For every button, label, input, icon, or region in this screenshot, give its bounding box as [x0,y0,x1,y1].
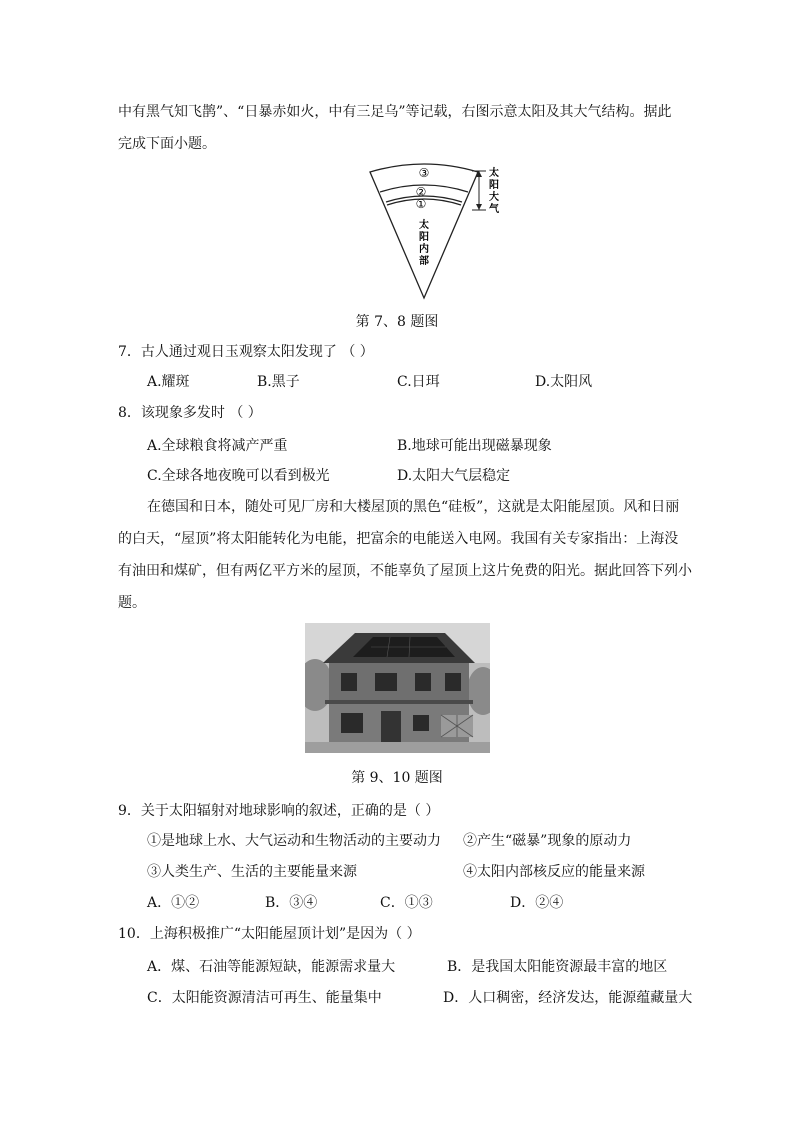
passage2-line-4: 题。 [118,595,146,611]
house-door [381,711,401,742]
layer-label-2: ② [415,185,427,199]
solar-roof-house-photo [305,623,490,753]
q9-option-d: D．②④ [510,895,564,911]
q9-statement-3: ③人类生产、生活的主要能量来源 [147,864,357,880]
q8-stem: 8．该现象多发时 （ ） [118,405,262,421]
q9-statement-1: ①是地球上水、大气运动和生物活动的主要动力 [147,833,441,849]
q9-option-b: B．③④ [265,895,318,911]
q10-option-d: D．人口稠密，经济发达，能源蕴藏量大 [443,990,693,1006]
sun-structure-diagram [360,160,510,302]
q8-option-a: A.全球粮食将减产严重 [147,438,288,454]
atmosphere-label-char-4: 气 [489,204,499,215]
q9-statement-2: ②产生“磁暴”现象的原动力 [463,833,632,849]
layer-label-3: ③ [418,166,430,180]
passage2-line-2: 的白天，“屋顶”将太阳能转化为电能，把富余的电能送入电网。我国有关专家指出：上海没 [118,531,679,547]
passage2-line-1: 在德国和日本，随处可见厂房和大楼屋顶的黑色“硅板”，这就是太阳能屋顶。风和日丽 [147,499,680,515]
interior-label-char-2: 阳 [419,232,429,243]
q8-option-b: B.地球可能出现磁暴现象 [397,438,552,454]
interior-label-char-1: 太 [419,220,429,231]
q7-option-a: A.耀斑 [147,374,190,390]
interior-label-char-3: 内 [419,244,429,255]
passage2-line-3: 有油田和煤矿，但有两亿平方米的屋顶，不能辜负了屋顶上这片免费的阳光。据此回答下列小 [118,563,692,579]
atmosphere-label-char-3: 大 [489,192,499,203]
q7-option-d: D.太阳风 [535,374,593,390]
figure2-caption: 第 9、10 题图 [351,770,443,786]
q9-stem: 9．关于太阳辐射对地球影响的叙述，正确的是（ ） [118,803,440,819]
q8-option-c: C.全球各地夜晚可以看到极光 [147,468,330,484]
q9-option-a: A．①② [147,895,200,911]
intro-line-2: 完成下面小题。 [118,136,216,152]
layer-label-1: ① [415,197,427,211]
q9-option-c: C．①③ [380,895,433,911]
q10-stem: 10．上海积极推广“太阳能屋顶计划”是因为（ ） [118,926,421,942]
atmosphere-label-char-2: 阳 [489,180,499,191]
q8-option-d: D.太阳大气层稳定 [397,468,511,484]
intro-line-1: 中有黑气知飞鹊”、“日暴赤如火，中有三足乌”等记载，右图示意太阳及其大气结构。据此 [118,104,672,120]
q9-statement-4: ④太阳内部核反应的能量来源 [463,864,645,880]
q10-option-c: C．太阳能资源清洁可再生、能量集中 [147,990,382,1006]
q7-stem: 7．古人通过观日玉观察太阳发现了 （ ） [118,344,374,360]
q10-option-b: B．是我国太阳能资源最丰富的地区 [447,959,668,975]
q7-option-b: B.黑子 [257,374,300,390]
figure1-caption: 第 7、8 题图 [355,314,439,330]
atmosphere-label-char-1: 太 [489,168,499,179]
q10-option-a: A．煤、石油等能源短缺，能源需求量大 [147,959,396,975]
interior-label-char-4: 部 [419,256,429,267]
q7-option-c: C.日珥 [397,374,440,390]
